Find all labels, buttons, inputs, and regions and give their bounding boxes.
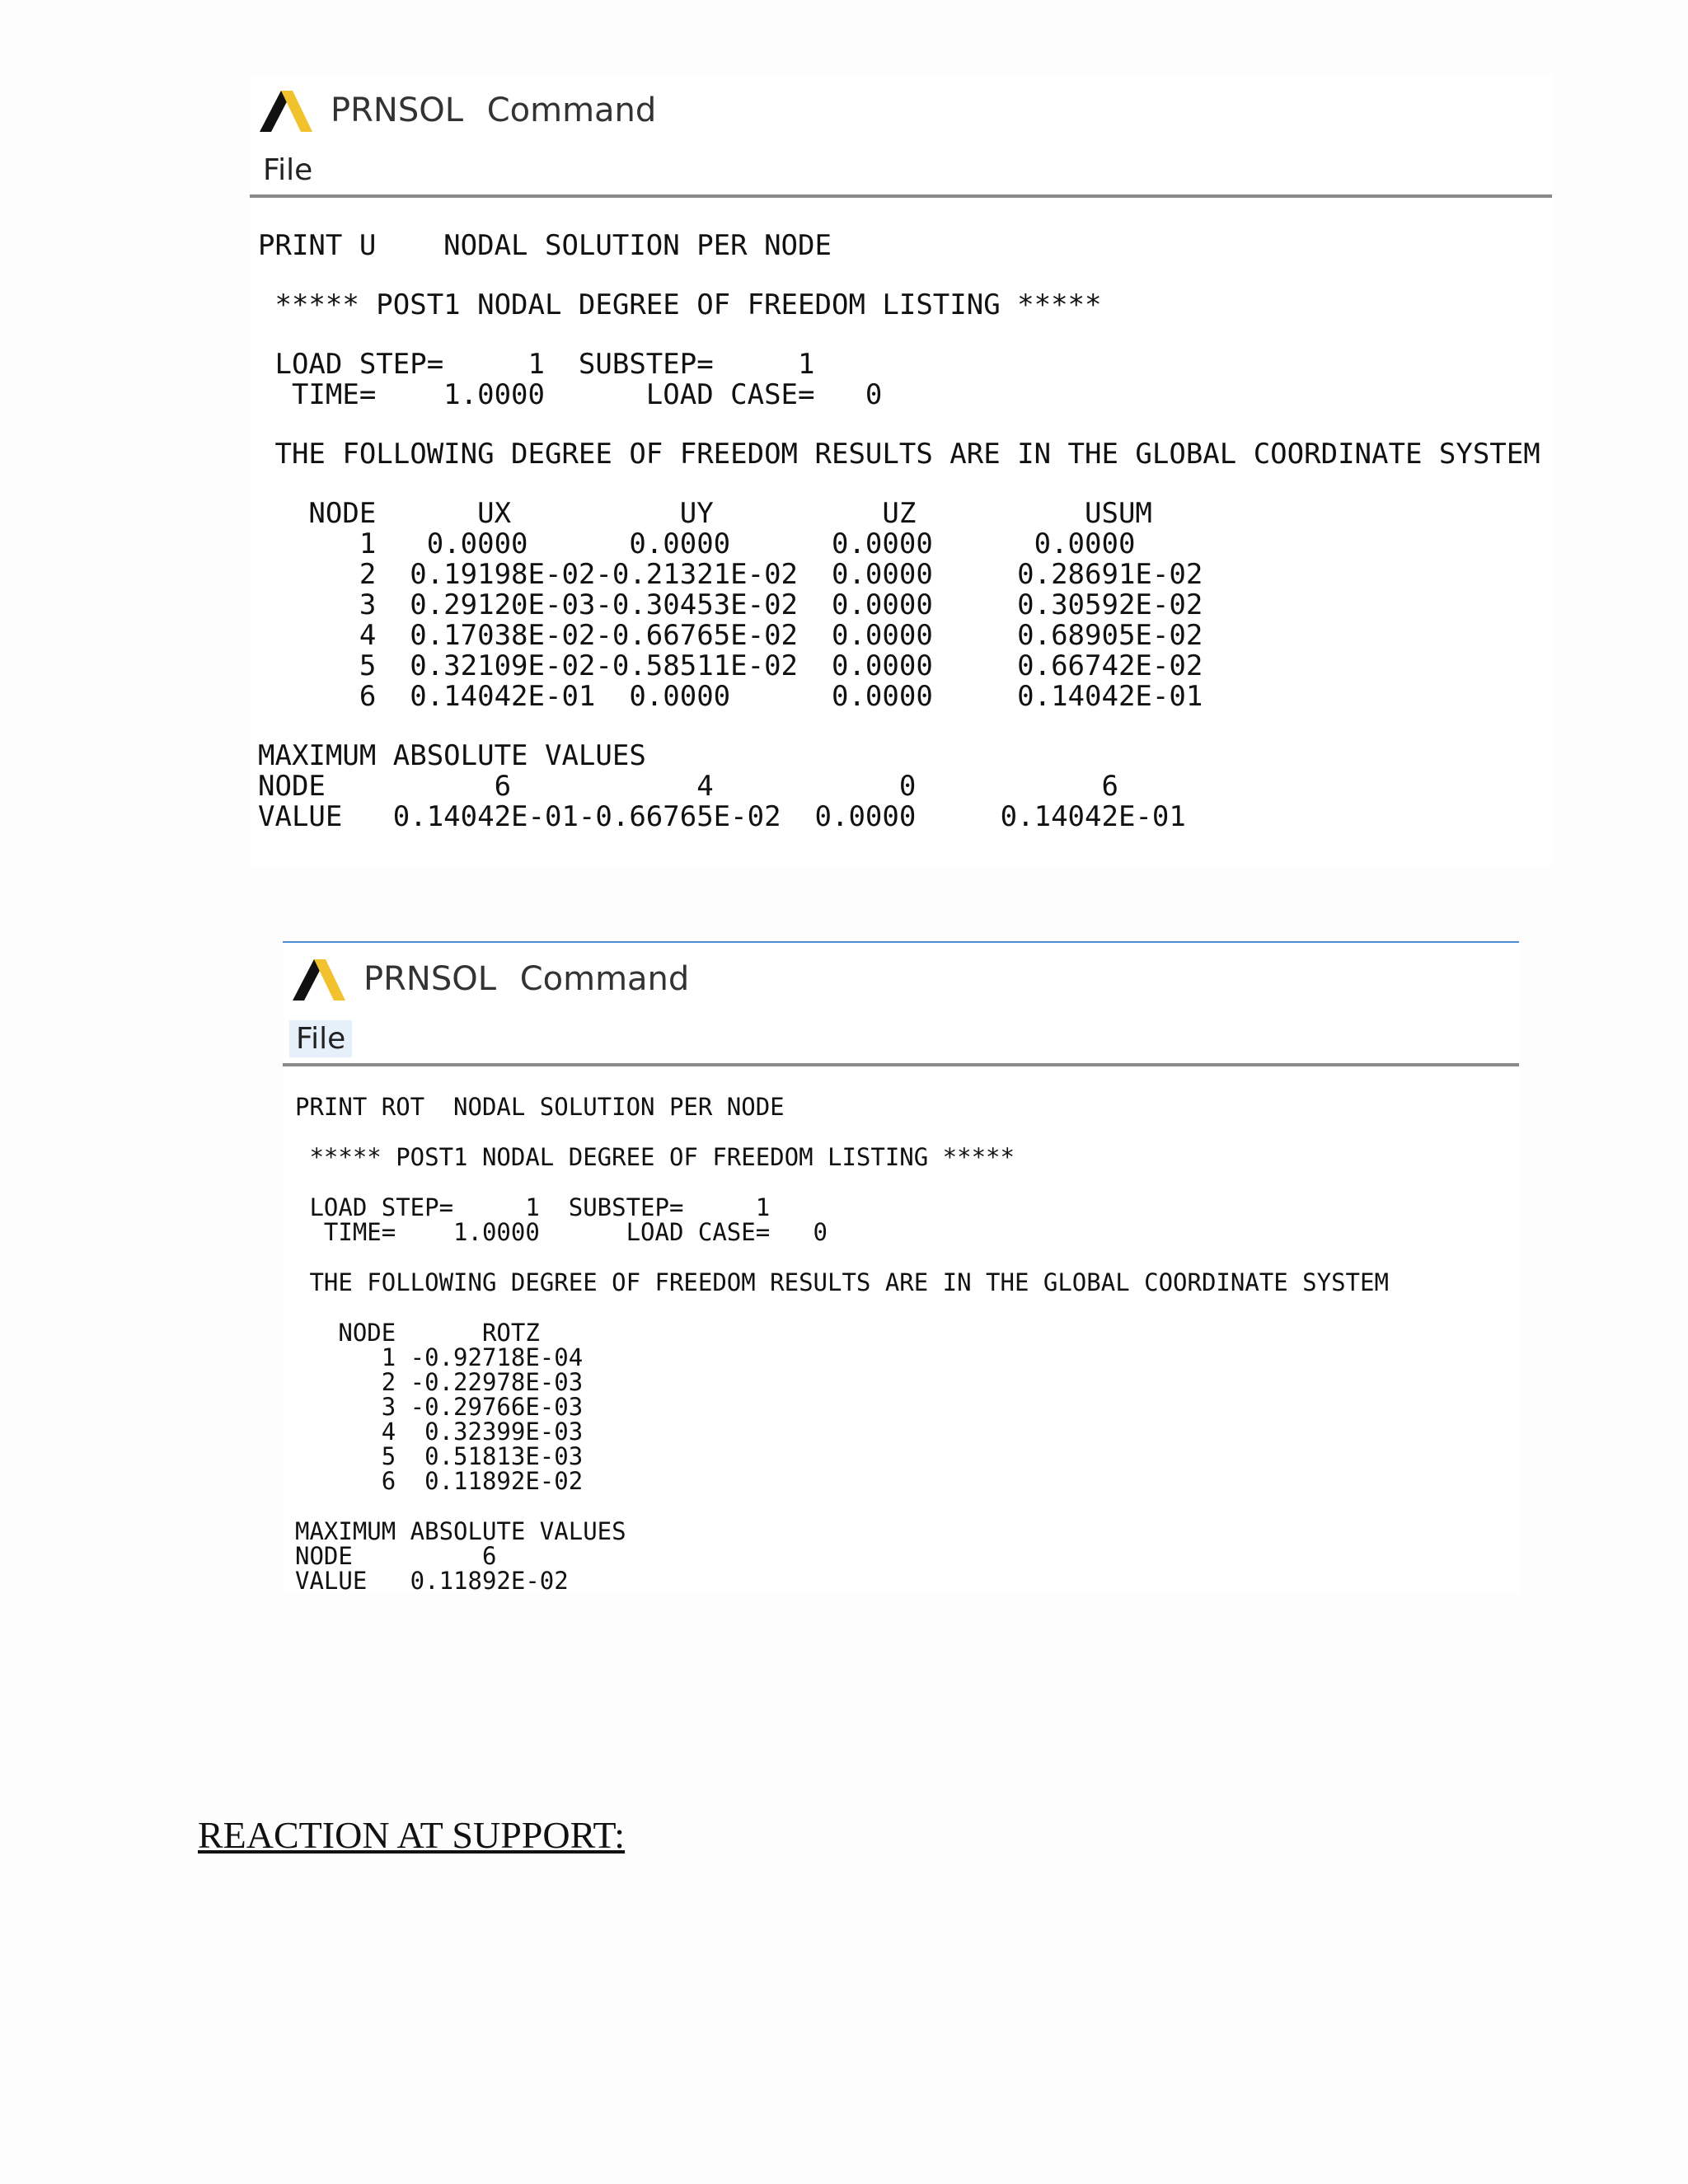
table-row: 1 0.0000 0.0000 0.0000 0.0000: [258, 527, 1136, 560]
max-abs-node: NODE 6 4 0 6: [258, 770, 1118, 803]
menu-bar: [283, 1015, 1519, 1066]
output-load-step: LOAD STEP= 1 SUBSTEP= 1: [258, 348, 815, 381]
output-columns: NODE UX UY UZ USUM: [258, 497, 1152, 530]
table-row: 4 0.32399E-03: [295, 1418, 584, 1446]
table-row: 5 0.51813E-03: [295, 1442, 584, 1470]
table-row: 4 0.17038E-02-0.66765E-02 0.0000 0.68905E-02: [258, 619, 1203, 652]
table-row: 2 -0.22978E-03: [295, 1368, 584, 1396]
table-row: 3 -0.29766E-03: [295, 1393, 584, 1421]
ansys-logo-icon: [256, 87, 314, 134]
table-row: 2 0.19198E-02-0.21321E-02 0.0000 0.28691E-02: [258, 558, 1203, 591]
menu-divider: [283, 1063, 1519, 1066]
output-header: PRINT U NODAL SOLUTION PER NODE: [258, 229, 832, 262]
table-row: 3 0.29120E-03-0.30453E-02 0.0000 0.30592E-02: [258, 588, 1203, 621]
max-abs-value: VALUE 0.14042E-01-0.66765E-02 0.0000 0.14042E-01: [258, 800, 1186, 833]
prnsol-window-displacement: [250, 74, 1552, 865]
menu-file[interactable]: File: [289, 1020, 352, 1057]
table-row: 6 0.14042E-01 0.0000 0.0000 0.14042E-01: [258, 680, 1203, 713]
prnsol-window-rotation: [283, 941, 1519, 1594]
window-title: PRNSOL Command: [331, 91, 657, 129]
output-coord-system: THE FOLLOWING DEGREE OF FREEDOM RESULTS ARE IN THE GLOBAL COORDINATE SYSTEM: [258, 438, 1540, 471]
menu-file[interactable]: File: [263, 153, 313, 187]
table-row: 1 -0.92718E-04: [295, 1343, 584, 1371]
window-titlebar: [250, 74, 1552, 147]
output-coord-system: THE FOLLOWING DEGREE OF FREEDOM RESULTS ARE IN THE GLOBAL COORDINATE SYSTEM: [295, 1268, 1389, 1296]
output-load-step: LOAD STEP= 1 SUBSTEP= 1: [295, 1193, 771, 1221]
window-titlebar: [283, 943, 1519, 1015]
table-row: 6 0.11892E-02: [295, 1467, 584, 1495]
output-listing-title: ***** POST1 NODAL DEGREE OF FREEDOM LISTING *****: [295, 1143, 1015, 1171]
max-abs-node: NODE 6: [295, 1542, 497, 1570]
max-abs-value: VALUE 0.11892E-02: [295, 1567, 569, 1595]
output-columns: NODE ROTZ: [295, 1319, 540, 1347]
ansys-logo-icon: [289, 956, 347, 1002]
section-heading: REACTION AT SUPPORT:: [198, 1814, 626, 1856]
output-listing-title: ***** POST1 NODAL DEGREE OF FREEDOM LISTING *****: [258, 288, 1102, 321]
output-time: TIME= 1.0000 LOAD CASE= 0: [258, 378, 883, 411]
output-time: TIME= 1.0000 LOAD CASE= 0: [295, 1218, 828, 1246]
output-listing: [283, 1066, 1519, 1593]
max-abs-title: MAXIMUM ABSOLUTE VALUES: [258, 739, 646, 772]
table-row: 5 0.32109E-02-0.58511E-02 0.0000 0.66742E-02: [258, 649, 1203, 682]
max-abs-title: MAXIMUM ABSOLUTE VALUES: [295, 1517, 626, 1545]
output-listing: [250, 198, 1552, 832]
menu-bar: [250, 147, 1552, 198]
window-title: PRNSOL Command: [363, 960, 690, 998]
output-header: PRINT ROT NODAL SOLUTION PER NODE: [295, 1093, 785, 1121]
menu-divider: [250, 194, 1552, 198]
